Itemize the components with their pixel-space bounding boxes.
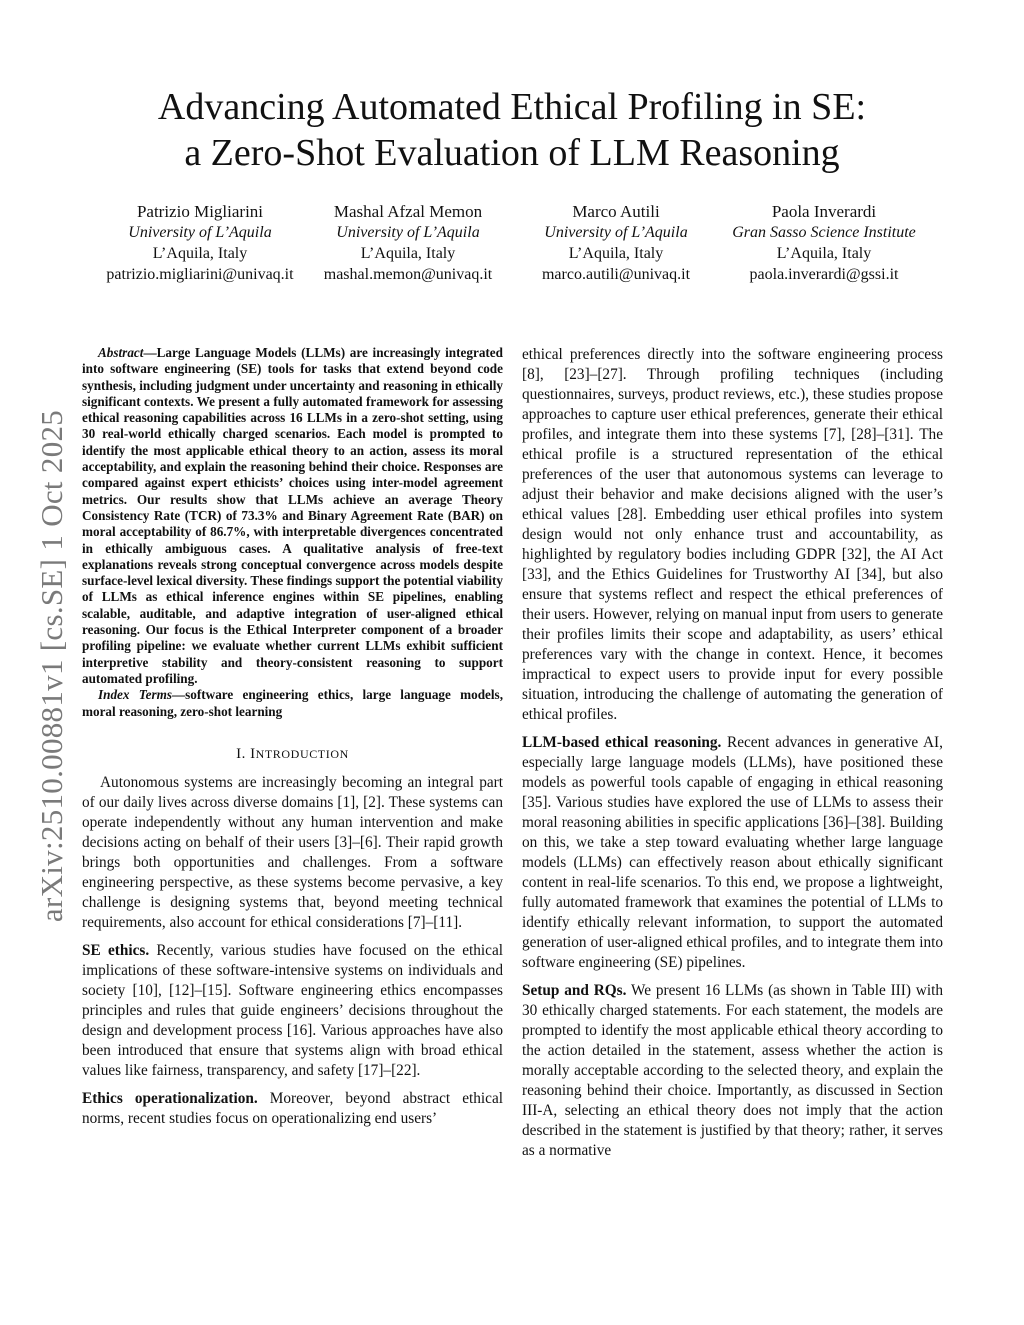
paragraph-body: We present 16 LLMs (as shown in Table III) with 30 ethically charged statements. For each statement, the models are prompted to identify the most applicable ethical theory according to the action detailed in the statement, assess whether the action is morally acceptable according to the selected theory, and explain the reasoning behind their choice. Importantly, as discussed in Section III-A, selecting an ethical theory does not imply that the action described in the statement is justified by that theory; rather, it serves as a normative [522,982,943,1159]
index-terms-text: —software engineering ethics, large language models, moral reasoning, zero-shot learning [82,687,503,719]
author-location: L’Aquila, Italy [360,245,456,262]
author-email: paola.inverardi@gssi.it [749,266,899,283]
paragraph-body: Recent advances in generative AI, especially large language models (LLMs), have positioned these models as powerful tools capable of engaging in ethical reasoning [35]. Various studies have explored the use of LLMs to assess their moral reasoning abilities in specific applications [36]–[38]. Building on this, we take a step toward evaluating whether large language models (LLMs) can effectively reason about ethically significant content in real-life scenarios. To this end, we propose a lightweight, fully automated framework that examines the potential of LLMs to identify ethically relevant information, to support the automated generation of user-aligned ethical profiles, and to integrate them into software engineering (SE) pipelines. [522,734,943,971]
title-line-1: Advancing Automated Ethical Profiling in SE: [157,86,867,128]
index-terms-lead: Index Terms [98,687,172,703]
abstract-text: —Large Language Models (LLMs) are increasingly integrated into software engineering (SE) tools for tasks that extend beyond code synthesis, including judgment under uncertainty and reasoning in ethically significant contexts. We present a fully automated framework for assessing ethical reasoning capabilities across 16 LLMs in a zero-shot setting, using 30 real-world ethically charged scenarios. Each model is prompted to identify the most applicable ethical theory to an action, assess its moral acceptability, and explain the reasoning behind their choice. Responses are compared against expert ethicists’ choices using inter-model agreement metrics. Our results show that LLMs achieve an average Theory Consistency Rate (TCR) of 73.3% and Binary Agreement Rate (BAR) on moral acceptability of 86.7%, with interpretable divergences concentrated in ethically ambiguous cases. A qualitative analysis of free-text explanations reveals strong conceptual convergence across models despite surface-level lexical diversity. These findings support the potential viability of LLMs as ethical inference engines within SE pipelines, enabling scalable, auditable, and adaptive integration of user-aligned ethical reasoning. Our focus is the Ethical Interpreter component of a broader profiling pipeline: we evaluate whether current LLMs exhibit sufficient interpretive stability and theory-consistent reasoning to support automated profiling. [82,345,503,686]
author-1 [96,201,304,285]
section-title-rest: NTRODUCTION [255,746,349,761]
author-name: Paola Inverardi [771,202,877,221]
paragraph-heading: Setup and RQs. [522,982,627,999]
author-affiliation: University of L’Aquila [336,224,480,241]
author-2 [304,201,512,285]
author-email: patrizio.migliarini@univaq.it [106,266,294,283]
arxiv-id-text: arXiv:2510.00881v1 [cs.SE] 1 Oct 2025 [34,409,69,923]
author-4 [720,201,928,285]
paper-title [100,84,924,176]
author-affiliation: University of L’Aquila [128,224,272,241]
author-name: Mashal Afzal Memon [333,202,483,221]
section-initial: I [250,745,256,762]
author-3 [512,201,720,285]
paragraph-body: Moreover, beyond abstract ethical norms, recent studies focus on operationalizing end users’ [82,1089,504,1127]
intro-paragraph-3 [82,1089,503,1129]
paragraph-body: Recently, various studies have focused on the ethical implications of these software-intensive systems on individuals and society [10], [12]–[15]. Software engineering ethics encompasses principles and rules that guide engineers’ decisions throughout the design and development process [16]. Various approaches have also been introduced that ensure that systems align with broad ethical values like fairness, transparency, and safety [17]–[22]. [82,941,504,1079]
index-terms [82,687,503,720]
right-paragraph-2 [522,733,943,973]
left-column [82,345,503,1137]
right-paragraph-1: ethical preferences directly into the software engineering process [8], [23]–[27]. Through profiling techniques (including questionnaires, surveys, product reviews, etc.), these studies propose approaches to capture user ethical preferences, generate their ethical profiles, and integrate them into these systems [7], [28]–[31]. The ethical profile is a structured representation of the ethical preferences of the user that autonomous systems can leverage to adjust their behavior and make decisions aligned with the user’s ethical values [28]. Embedding user ethical profiles into system design would not only enhance trust and accountability, as highlighted by regulatory bodies including GDPR [32], the AI Act [33], and the Ethics Guidelines for Trustworthy AI [34], but also ensure that systems reflect and respect the ethical preferences of their users. However, relying on manual input from users to generate their profiles limits their scope and adaptability, as users’ ethical preferences vary with the change in context. Hence, it becomes impractical to expect users to provide input for every possible situation, introducing the challenge of automating the generation of ethical profiles. [522,346,943,723]
author-location: L’Aquila, Italy [568,245,664,262]
author-email: mashal.memon@univaq.it [323,266,493,283]
paragraph-heading: Ethics operationalization. [82,1089,258,1107]
abstract-lead: Abstract [98,345,144,360]
author-name: Patrizio Migliarini [136,202,264,221]
author-affiliation: Gran Sasso Science Institute [732,224,916,241]
paragraph-heading: LLM-based ethical reasoning. [522,734,722,751]
paragraph-heading: SE ethics. [82,941,150,959]
author-email: marco.autili@univaq.it [541,266,691,283]
abstract [82,345,503,687]
right-paragraph-3 [522,981,943,1161]
right-column [522,345,943,1169]
author-name: Marco Autili [572,202,660,221]
section-numeral: I. [236,745,251,762]
author-location: L’Aquila, Italy [152,245,248,262]
intro-paragraph-1: Autonomous systems are increasingly becoming an integral part of our daily lives across diverse domains [1], [2]. These systems can operate independently without any human intervention and make decisions acting on behalf of their users [3]–[6]. Their rapid growth brings both opportunities and challenges. From a software engineering perspective, as these systems become pervasive, a key challenge is designing systems that, beyond meeting technical requirements, also account for ethical considerations [7]–[11]. [82,773,503,931]
section-heading-introduction [82,746,503,763]
intro-paragraph-2 [82,941,503,1081]
title-line-2: a Zero-Shot Evaluation of LLM Reasoning [184,132,840,174]
author-affiliation: University of L’Aquila [544,224,688,241]
author-location: L’Aquila, Italy [776,245,872,262]
author-block [96,201,928,285]
